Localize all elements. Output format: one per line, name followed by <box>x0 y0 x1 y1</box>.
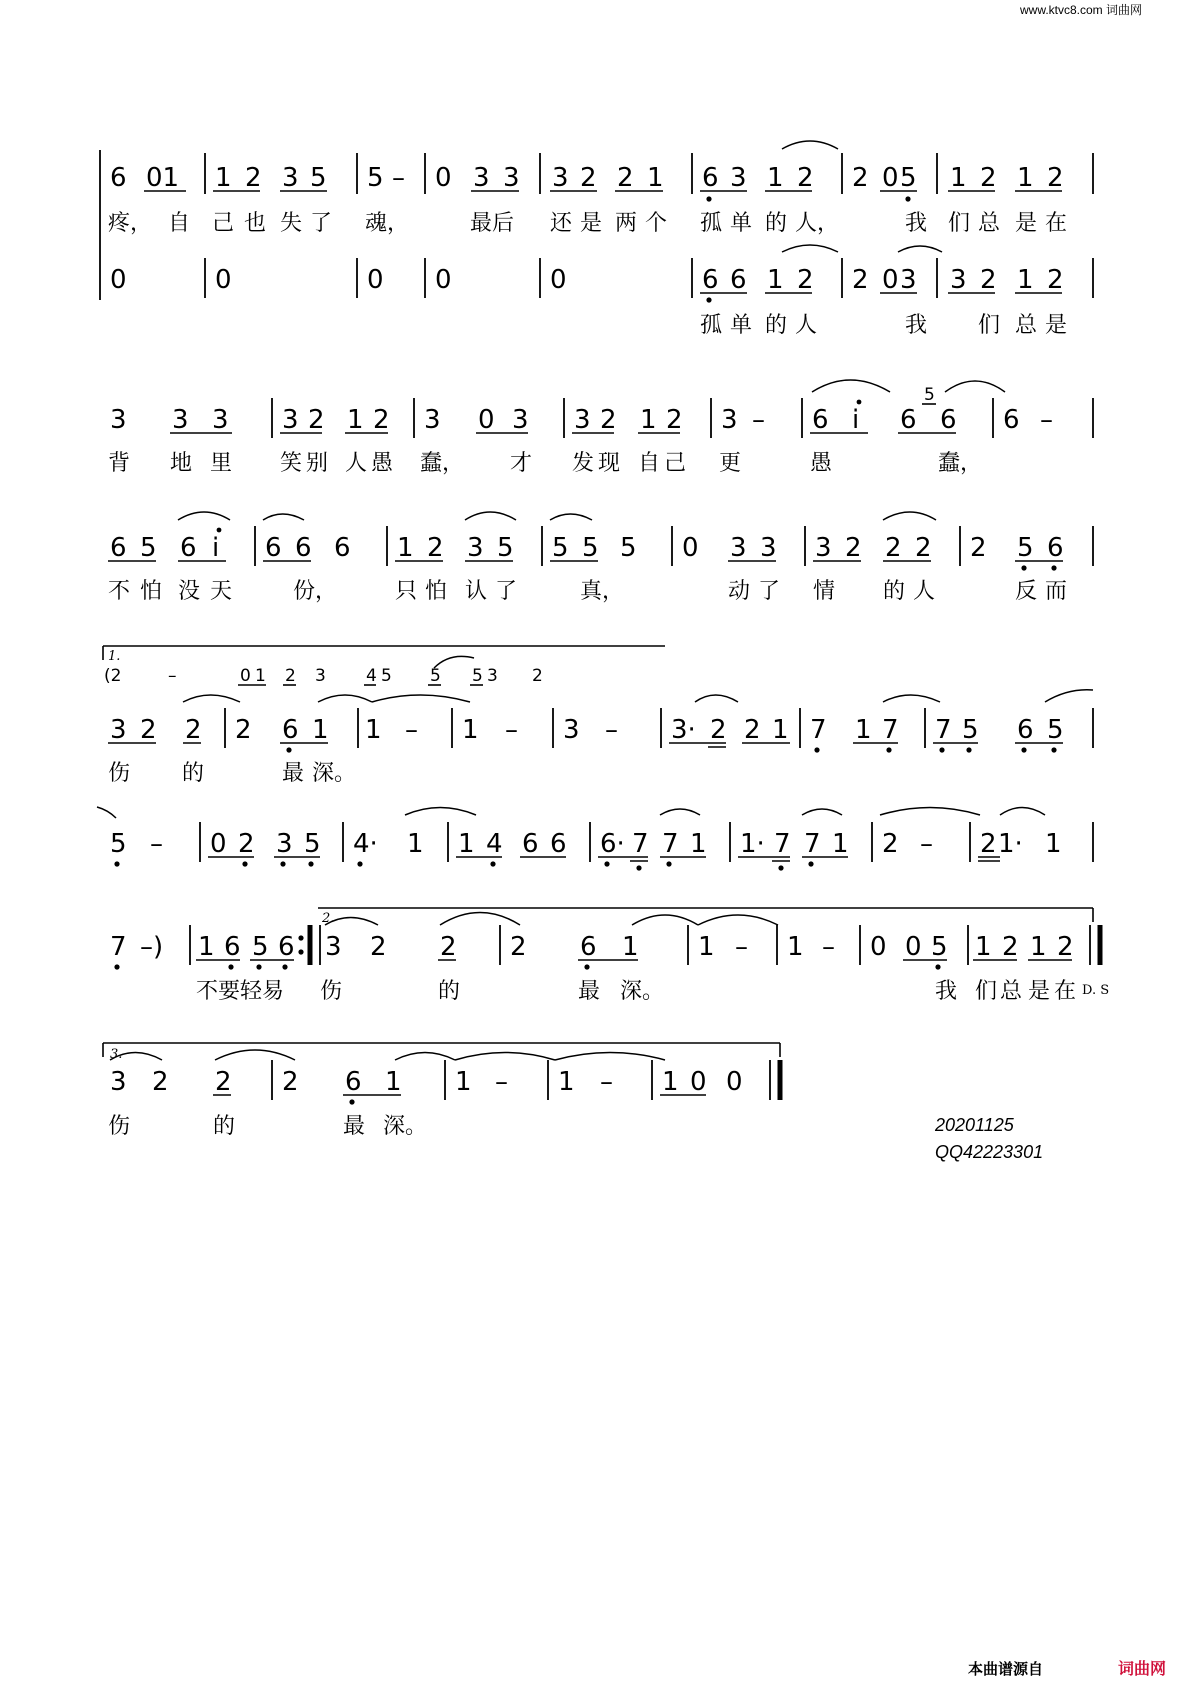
svg-text:5: 5 <box>304 829 321 859</box>
svg-text:2: 2 <box>1002 932 1019 962</box>
svg-text:5: 5 <box>310 163 327 193</box>
svg-text:也: 也 <box>244 211 267 236</box>
svg-text:2: 2 <box>710 715 727 745</box>
row-2 <box>108 380 1093 476</box>
svg-text:i: i <box>212 533 220 563</box>
svg-text:单: 单 <box>730 313 753 338</box>
svg-text:0: 0 <box>682 533 699 563</box>
svg-text:–: – <box>735 932 748 962</box>
svg-text:笑: 笑 <box>280 451 303 476</box>
row-3-notes <box>110 533 1064 563</box>
svg-text:6: 6 <box>265 533 282 563</box>
svg-text:3: 3 <box>552 163 569 193</box>
svg-text:3: 3 <box>282 405 299 435</box>
svg-text:2: 2 <box>744 715 761 745</box>
svg-text:1·: 1· <box>740 829 765 859</box>
svg-text:的: 的 <box>765 211 788 236</box>
svg-text:自: 自 <box>168 211 191 236</box>
svg-text:1: 1 <box>407 829 424 859</box>
row-1-lyrics <box>108 211 1067 236</box>
svg-text:总: 总 <box>978 211 1001 236</box>
svg-text:1: 1 <box>312 715 329 745</box>
svg-text:2: 2 <box>285 666 296 686</box>
svg-text:总: 总 <box>1015 313 1038 338</box>
svg-text:(2: (2 <box>104 666 122 686</box>
row-6-lyrics <box>196 979 1076 1004</box>
svg-text:3: 3 <box>424 405 441 435</box>
svg-text:2: 2 <box>980 829 997 859</box>
svg-text:6: 6 <box>702 163 719 193</box>
svg-text:0: 0 <box>882 163 899 193</box>
svg-text:2: 2 <box>797 265 814 295</box>
svg-text:–: – <box>392 163 405 193</box>
svg-text:是: 是 <box>1015 211 1038 236</box>
svg-text:1: 1 <box>1045 829 1062 859</box>
row-7-lyrics <box>108 1114 427 1139</box>
svg-text:5: 5 <box>620 533 637 563</box>
svg-text:6: 6 <box>1047 533 1064 563</box>
svg-text:伤: 伤 <box>108 761 131 786</box>
svg-text:愚: 愚 <box>810 451 833 476</box>
svg-text:3: 3 <box>760 533 777 563</box>
row-1-lyrics-2 <box>700 313 1067 338</box>
svg-text:1: 1 <box>1030 932 1047 962</box>
svg-text:在: 在 <box>1045 211 1068 236</box>
svg-text:1: 1 <box>640 405 657 435</box>
svg-text:认: 认 <box>465 579 488 604</box>
svg-text:0: 0 <box>215 265 232 295</box>
svg-text:1: 1 <box>347 405 364 435</box>
svg-text:2: 2 <box>797 163 814 193</box>
svg-text:5: 5 <box>1017 533 1034 563</box>
svg-text:更: 更 <box>719 451 742 476</box>
svg-text:2: 2 <box>980 163 997 193</box>
svg-text:2: 2 <box>852 163 869 193</box>
svg-text:而: 而 <box>1045 579 1068 604</box>
svg-text:6: 6 <box>1017 715 1034 745</box>
svg-text:怕: 怕 <box>140 579 163 604</box>
svg-text:1: 1 <box>365 715 382 745</box>
svg-text:6: 6 <box>282 715 299 745</box>
svg-text:6: 6 <box>522 829 539 859</box>
svg-text:的: 的 <box>182 761 205 786</box>
svg-text:5: 5 <box>430 666 441 686</box>
svg-text:孤: 孤 <box>700 313 723 338</box>
svg-text:深。: 深。 <box>312 761 357 786</box>
svg-text:人，: 人， <box>795 211 840 236</box>
svg-text:7: 7 <box>774 829 791 859</box>
svg-text:2: 2 <box>185 715 202 745</box>
volta-2: 2. <box>322 911 335 926</box>
svg-text:失: 失 <box>280 211 303 236</box>
svg-text:–: – <box>920 829 933 859</box>
row-4-lyrics <box>108 761 356 786</box>
svg-text:的: 的 <box>883 579 906 604</box>
row-4-notes <box>110 715 1064 745</box>
row-4-upper-notes <box>104 666 543 686</box>
svg-text:2: 2 <box>235 715 252 745</box>
svg-text:2: 2 <box>882 829 899 859</box>
svg-text:动: 动 <box>728 579 751 604</box>
svg-text:深。: 深。 <box>620 979 665 1004</box>
svg-text:3: 3 <box>487 666 498 686</box>
svg-text:3: 3 <box>110 1067 127 1097</box>
svg-text:怕: 怕 <box>425 579 448 604</box>
svg-text:2: 2 <box>666 405 683 435</box>
svg-text:两: 两 <box>615 211 638 236</box>
svg-text:1: 1 <box>832 829 849 859</box>
date-stamp: 20201125 <box>935 1115 1014 1135</box>
svg-text:6: 6 <box>1003 405 1020 435</box>
svg-text:不要轻易: 不要轻易 <box>196 979 285 1004</box>
row-2-lyrics <box>108 451 982 476</box>
svg-text:–: – <box>605 715 618 745</box>
svg-text:7: 7 <box>804 829 821 859</box>
svg-text:5: 5 <box>381 666 392 686</box>
svg-text:2: 2 <box>215 1067 232 1097</box>
svg-text:6: 6 <box>702 265 719 295</box>
svg-text:1: 1 <box>462 715 479 745</box>
svg-text:不: 不 <box>108 579 131 604</box>
svg-text:–): –) <box>140 932 164 962</box>
svg-text:3: 3 <box>110 715 127 745</box>
row-1-lower-notes <box>110 265 1064 295</box>
svg-text:–: – <box>600 1067 613 1097</box>
svg-text:在: 在 <box>1054 979 1077 1004</box>
site-header: www.ktvc8.com 词曲网 <box>1020 3 1143 17</box>
svg-text:1: 1 <box>558 1067 575 1097</box>
svg-text:6: 6 <box>278 932 295 962</box>
svg-text:5: 5 <box>367 163 384 193</box>
svg-text:2: 2 <box>370 932 387 962</box>
svg-text:2: 2 <box>980 265 997 295</box>
svg-text:0: 0 <box>882 265 899 295</box>
svg-text:0: 0 <box>435 265 452 295</box>
svg-text:1: 1 <box>690 829 707 859</box>
svg-text:1: 1 <box>647 163 664 193</box>
svg-text:我: 我 <box>935 979 958 1004</box>
row-5-notes <box>110 829 1062 859</box>
svg-text:孤: 孤 <box>700 211 723 236</box>
svg-text:2: 2 <box>852 265 869 295</box>
svg-text:5: 5 <box>582 533 599 563</box>
svg-text:只: 只 <box>395 579 418 604</box>
svg-text:疼，: 疼， <box>108 211 153 236</box>
svg-text:没: 没 <box>178 579 201 604</box>
svg-text:7: 7 <box>810 715 827 745</box>
svg-text:–: – <box>1040 405 1053 435</box>
svg-text:0: 0 <box>690 1067 707 1097</box>
svg-text:2: 2 <box>600 405 617 435</box>
svg-text:6: 6 <box>900 405 917 435</box>
row-2-notes <box>110 405 1053 435</box>
svg-text:1: 1 <box>855 715 872 745</box>
svg-text:1: 1 <box>215 163 232 193</box>
svg-text:2: 2 <box>140 715 157 745</box>
svg-text:3: 3 <box>467 533 484 563</box>
svg-text:1: 1 <box>385 1067 402 1097</box>
svg-text:–: – <box>822 932 835 962</box>
svg-text:–: – <box>752 405 765 435</box>
svg-text:1: 1 <box>397 533 414 563</box>
svg-text:6: 6 <box>345 1067 362 1097</box>
row-3-lyrics <box>108 579 1067 604</box>
svg-text:5: 5 <box>252 932 269 962</box>
row-4 <box>103 646 1093 786</box>
svg-text:2: 2 <box>510 932 527 962</box>
svg-text:6: 6 <box>295 533 312 563</box>
svg-text:0: 0 <box>240 666 251 686</box>
svg-text:2: 2 <box>427 533 444 563</box>
svg-text:–: – <box>150 829 163 859</box>
row-7-notes <box>110 1067 743 1097</box>
svg-text:愚: 愚 <box>371 451 394 476</box>
svg-text:人: 人 <box>913 579 936 604</box>
svg-text:7: 7 <box>935 715 952 745</box>
svg-text:1: 1 <box>255 666 266 686</box>
svg-text:2: 2 <box>1057 932 1074 962</box>
svg-text:0: 0 <box>870 932 887 962</box>
volta-3: 3. <box>110 1047 123 1062</box>
svg-text:3: 3 <box>900 265 917 295</box>
svg-text:2: 2 <box>532 666 543 686</box>
svg-text:是: 是 <box>580 211 603 236</box>
svg-text:5: 5 <box>552 533 569 563</box>
svg-text:01: 01 <box>146 163 180 193</box>
svg-text:3: 3 <box>110 405 127 435</box>
svg-text:最: 最 <box>343 1114 366 1139</box>
svg-text:天: 天 <box>210 579 233 604</box>
svg-text:份，: 份， <box>293 579 338 604</box>
svg-text:的: 的 <box>765 313 788 338</box>
svg-text:0: 0 <box>210 829 227 859</box>
svg-text:自: 自 <box>638 451 661 476</box>
svg-text:别: 别 <box>306 451 329 476</box>
svg-text:1: 1 <box>622 932 639 962</box>
svg-text:1: 1 <box>662 1067 679 1097</box>
svg-text:2: 2 <box>238 829 255 859</box>
svg-text:情: 情 <box>813 579 836 604</box>
svg-text:总: 总 <box>1000 979 1023 1004</box>
svg-text:了: 了 <box>310 211 333 236</box>
svg-text:2: 2 <box>845 533 862 563</box>
svg-text:人: 人 <box>795 313 818 338</box>
svg-text:3: 3 <box>276 829 293 859</box>
row-6-notes <box>110 932 1074 962</box>
svg-text:6: 6 <box>730 265 747 295</box>
svg-text:3: 3 <box>730 163 747 193</box>
svg-text:地: 地 <box>170 451 193 476</box>
row-1 <box>100 141 1093 338</box>
svg-text:蠢，: 蠢， <box>420 451 465 476</box>
svg-text:1: 1 <box>458 829 475 859</box>
row-5 <box>97 807 1093 871</box>
svg-text:伤: 伤 <box>320 979 343 1004</box>
svg-text:5: 5 <box>1047 715 1064 745</box>
svg-text:反: 反 <box>1015 579 1038 604</box>
svg-text:0: 0 <box>435 163 452 193</box>
svg-text:还: 还 <box>550 211 573 236</box>
svg-text:1: 1 <box>975 932 992 962</box>
svg-text:里: 里 <box>210 451 233 476</box>
svg-text:3: 3 <box>721 405 738 435</box>
grace-note: 5 <box>924 385 935 405</box>
svg-text:4: 4 <box>486 829 503 859</box>
svg-text:1: 1 <box>787 932 804 962</box>
svg-text:6: 6 <box>550 829 567 859</box>
svg-text:1: 1 <box>767 163 784 193</box>
svg-text:6: 6 <box>580 932 597 962</box>
row-6 <box>110 908 1109 1004</box>
svg-text:2: 2 <box>152 1067 169 1097</box>
svg-text:6: 6 <box>224 932 241 962</box>
svg-text:3: 3 <box>815 533 832 563</box>
svg-text:7: 7 <box>882 715 899 745</box>
row-7 <box>103 1043 780 1139</box>
svg-text:伤: 伤 <box>108 1114 131 1139</box>
svg-text:3: 3 <box>325 932 342 962</box>
svg-text:0: 0 <box>726 1067 743 1097</box>
svg-text:–: – <box>168 666 177 686</box>
svg-text:蠢，: 蠢， <box>938 451 983 476</box>
svg-text:0: 0 <box>550 265 567 295</box>
svg-text:个: 个 <box>645 211 668 236</box>
svg-text:3: 3 <box>950 265 967 295</box>
svg-text:3·: 3· <box>671 715 696 745</box>
volta-1: 1. <box>108 649 121 664</box>
svg-text:2: 2 <box>580 163 597 193</box>
svg-text:1: 1 <box>772 715 789 745</box>
svg-text:1·: 1· <box>998 829 1023 859</box>
svg-text:6: 6 <box>940 405 957 435</box>
svg-text:6: 6 <box>334 533 351 563</box>
svg-text:3: 3 <box>574 405 591 435</box>
svg-text:7: 7 <box>110 932 127 962</box>
svg-text:5: 5 <box>140 533 157 563</box>
svg-text:3: 3 <box>473 163 490 193</box>
svg-text:3: 3 <box>503 163 520 193</box>
ds-mark: D. S <box>1082 983 1110 998</box>
svg-text:4: 4 <box>366 666 377 686</box>
svg-text:是: 是 <box>1045 313 1068 338</box>
svg-text:3: 3 <box>282 163 299 193</box>
svg-text:3: 3 <box>212 405 229 435</box>
svg-text:最: 最 <box>578 979 601 1004</box>
svg-text:4·: 4· <box>353 829 378 859</box>
svg-text:1: 1 <box>455 1067 472 1097</box>
svg-text:7: 7 <box>632 829 649 859</box>
svg-text:i: i <box>852 405 860 435</box>
svg-text:3: 3 <box>172 405 189 435</box>
svg-text:0: 0 <box>478 405 495 435</box>
svg-text:2: 2 <box>440 932 457 962</box>
svg-text:1: 1 <box>1017 265 1034 295</box>
svg-text:2: 2 <box>373 405 390 435</box>
footer-logo: 词曲网 <box>1118 1661 1167 1678</box>
svg-text:2: 2 <box>1047 265 1064 295</box>
svg-text:们: 们 <box>975 979 998 1004</box>
svg-text:1: 1 <box>1017 163 1034 193</box>
svg-text:们: 们 <box>978 313 1001 338</box>
svg-text:我: 我 <box>905 211 928 236</box>
svg-text:魂，: 魂， <box>365 211 410 236</box>
svg-text:3: 3 <box>315 666 326 686</box>
svg-text:最后: 最后 <box>470 211 515 236</box>
svg-text:2: 2 <box>970 533 987 563</box>
svg-text:6: 6 <box>110 163 127 193</box>
svg-text:1: 1 <box>198 932 215 962</box>
svg-text:真，: 真， <box>580 579 625 604</box>
svg-text:7: 7 <box>662 829 679 859</box>
svg-text:1: 1 <box>950 163 967 193</box>
svg-text:发: 发 <box>572 451 595 476</box>
svg-text:1: 1 <box>767 265 784 295</box>
svg-text:2: 2 <box>245 163 262 193</box>
svg-text:3: 3 <box>512 405 529 435</box>
svg-text:5: 5 <box>497 533 514 563</box>
svg-text:了: 了 <box>495 579 518 604</box>
svg-text:–: – <box>405 715 418 745</box>
svg-text:0: 0 <box>367 265 384 295</box>
svg-text:们: 们 <box>948 211 971 236</box>
svg-text:2: 2 <box>915 533 932 563</box>
svg-text:5: 5 <box>900 163 917 193</box>
svg-text:0: 0 <box>905 932 922 962</box>
svg-text:2: 2 <box>1047 163 1064 193</box>
svg-text:6: 6 <box>812 405 829 435</box>
svg-text:2: 2 <box>617 163 634 193</box>
svg-text:2: 2 <box>308 405 325 435</box>
svg-text:3: 3 <box>730 533 747 563</box>
svg-text:6: 6 <box>180 533 197 563</box>
svg-text:3: 3 <box>563 715 580 745</box>
svg-text:背: 背 <box>108 451 131 476</box>
svg-text:6: 6 <box>110 533 127 563</box>
svg-text:2: 2 <box>885 533 902 563</box>
footer-source: 本曲谱源自 <box>968 1661 1044 1678</box>
row-3 <box>108 512 1093 604</box>
svg-text:的: 的 <box>438 979 461 1004</box>
svg-text:己: 己 <box>664 451 687 476</box>
svg-text:人: 人 <box>345 451 368 476</box>
qq-contact: QQ42223301 <box>935 1142 1044 1162</box>
svg-text:己: 己 <box>212 211 235 236</box>
svg-text:的: 的 <box>213 1114 236 1139</box>
svg-text:–: – <box>505 715 518 745</box>
svg-text:6·: 6· <box>600 829 625 859</box>
svg-text:5: 5 <box>931 932 948 962</box>
svg-text:0: 0 <box>110 265 127 295</box>
svg-text:是: 是 <box>1028 979 1051 1004</box>
svg-text:最: 最 <box>282 761 305 786</box>
svg-text:单: 单 <box>730 211 753 236</box>
svg-text:才: 才 <box>510 451 533 476</box>
svg-text:现: 现 <box>598 451 621 476</box>
svg-text:1: 1 <box>698 932 715 962</box>
svg-text:我: 我 <box>905 313 928 338</box>
row-1-upper-notes <box>110 163 1064 193</box>
svg-text:5: 5 <box>110 829 127 859</box>
svg-text:5: 5 <box>962 715 979 745</box>
svg-text:深。: 深。 <box>383 1114 428 1139</box>
svg-text:–: – <box>495 1067 508 1097</box>
svg-text:了: 了 <box>758 579 781 604</box>
svg-text:2: 2 <box>282 1067 299 1097</box>
svg-text:5: 5 <box>472 666 483 686</box>
